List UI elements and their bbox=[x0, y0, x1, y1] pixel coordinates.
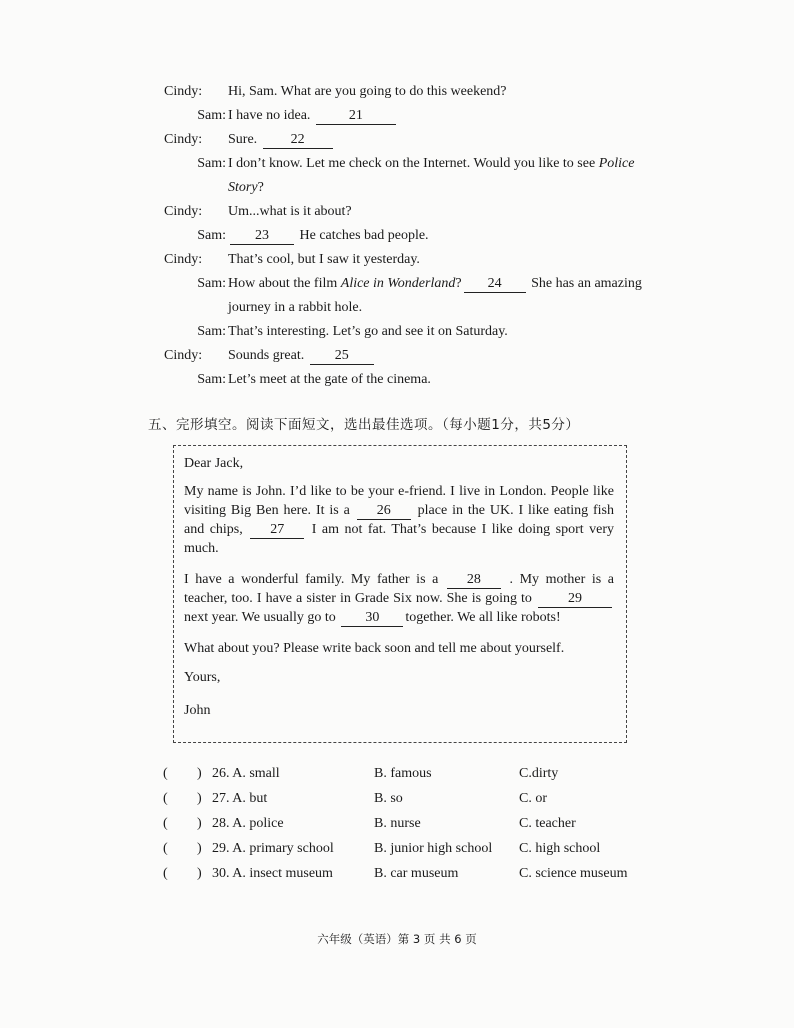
letter-text: place in the UK. I like eating fish and chips, bbox=[184, 503, 615, 537]
utterance bbox=[228, 128, 664, 152]
film-title: Alice in Wonderland bbox=[340, 276, 456, 291]
blank-26[interactable]: 26 bbox=[357, 503, 411, 520]
letter-signature: John bbox=[184, 703, 211, 718]
blank-27[interactable]: 27 bbox=[250, 522, 304, 539]
options-list bbox=[163, 765, 633, 890]
option-b: B. famous bbox=[374, 766, 432, 781]
option-row bbox=[163, 840, 633, 865]
dialogue-line bbox=[164, 248, 664, 272]
option-a-text: A. police bbox=[232, 816, 284, 831]
answer-paren-open[interactable]: ( bbox=[163, 841, 168, 856]
utterance-text: I don’t know. Let me check on the Internet. Would you like to see bbox=[228, 156, 599, 171]
option-a bbox=[212, 840, 374, 865]
letter-text: My name is John. I’d like to be your e-friend. I live in London. People like visiting Big Ben here. It is a bbox=[184, 484, 614, 518]
speaker: Sam: bbox=[197, 228, 226, 243]
section-title: 五、完形填空。阅读下面短文，选出最佳选项。（每小题1分，共5分） bbox=[148, 417, 580, 433]
speaker: Cindy: bbox=[164, 84, 203, 99]
utterance-text: Sure. bbox=[228, 132, 261, 147]
dialogue-line bbox=[164, 368, 664, 392]
utterance bbox=[228, 104, 664, 128]
speaker: Sam: bbox=[197, 324, 226, 339]
dialogue-line bbox=[164, 344, 664, 368]
answer-paren-close: ) bbox=[197, 766, 202, 781]
film-title: Police Story bbox=[228, 156, 635, 195]
option-a bbox=[212, 765, 374, 790]
letter-text: I am not fat. That’s because I like doing sport very much. bbox=[184, 522, 615, 556]
utterance-text: I have no idea. bbox=[228, 108, 314, 123]
utterance bbox=[228, 152, 664, 200]
option-a-text: A. but bbox=[232, 791, 268, 806]
option-a-text: A. insect museum bbox=[232, 866, 333, 881]
blank-24[interactable]: 24 bbox=[464, 276, 526, 293]
option-b: B. car museum bbox=[374, 866, 459, 881]
speaker: Sam: bbox=[197, 276, 226, 291]
answer-paren-close: ) bbox=[197, 841, 202, 856]
speaker: Sam: bbox=[197, 156, 226, 171]
letter-paragraph bbox=[184, 570, 614, 627]
utterance bbox=[228, 272, 664, 320]
answer-paren-close: ) bbox=[197, 816, 202, 831]
option-row bbox=[163, 815, 633, 840]
utterance: That’s interesting. Let’s go and see it on Saturday. bbox=[228, 324, 508, 339]
answer-paren-open[interactable]: ( bbox=[163, 791, 168, 806]
option-c: C. science museum bbox=[519, 866, 628, 881]
blank-25[interactable]: 25 bbox=[310, 348, 374, 365]
answer-paren-open[interactable]: ( bbox=[163, 816, 168, 831]
utterance-text: How about the film bbox=[228, 276, 341, 291]
dialogue-line bbox=[164, 272, 664, 320]
letter-text: I have a wonderful family. My father is a bbox=[184, 572, 445, 587]
utterance: Let’s meet at the gate of the cinema. bbox=[228, 372, 431, 387]
question-number: 27. bbox=[212, 791, 230, 806]
answer-paren-close: ) bbox=[197, 791, 202, 806]
speaker: Cindy: bbox=[164, 252, 203, 267]
letter-text: next year. We usually go to bbox=[184, 610, 340, 625]
dialogue-line bbox=[164, 152, 664, 200]
utterance: Hi, Sam. What are you going to do this weekend? bbox=[228, 84, 507, 99]
speaker: Sam: bbox=[197, 108, 226, 123]
utterance bbox=[228, 224, 664, 248]
dialogue-line bbox=[164, 320, 664, 344]
answer-paren-open[interactable]: ( bbox=[163, 866, 168, 881]
letter-closing: Yours, bbox=[184, 670, 221, 685]
blank-21[interactable]: 21 bbox=[316, 108, 396, 125]
answer-paren-open[interactable]: ( bbox=[163, 766, 168, 781]
utterance-text: He catches bad people. bbox=[296, 228, 429, 243]
speaker: Cindy: bbox=[164, 348, 203, 363]
option-row bbox=[163, 865, 633, 890]
utterance: That’s cool, but I saw it yesterday. bbox=[228, 252, 420, 267]
dialogue-line bbox=[164, 80, 664, 104]
option-c: C.dirty bbox=[519, 766, 559, 781]
speaker: Cindy: bbox=[164, 204, 203, 219]
blank-28[interactable]: 28 bbox=[447, 572, 501, 589]
letter-greeting: Dear Jack, bbox=[184, 456, 244, 471]
letter-paragraph bbox=[184, 482, 614, 558]
option-row bbox=[163, 765, 633, 790]
letter-text: together. We all like robots! bbox=[405, 610, 561, 625]
blank-22[interactable]: 22 bbox=[263, 132, 333, 149]
question-number: 28. bbox=[212, 816, 230, 831]
question-number: 30. bbox=[212, 866, 230, 881]
option-b: B. junior high school bbox=[374, 841, 493, 856]
blank-30[interactable]: 30 bbox=[341, 610, 403, 627]
option-c: C. high school bbox=[519, 841, 601, 856]
question-number: 29. bbox=[212, 841, 230, 856]
option-a bbox=[212, 865, 374, 890]
blank-23[interactable]: 23 bbox=[230, 228, 294, 245]
option-c: C. or bbox=[519, 791, 547, 806]
utterance-text: ? bbox=[455, 276, 462, 291]
dialogue-line bbox=[164, 104, 664, 128]
dialogue-line bbox=[164, 224, 664, 248]
utterance: Um...what is it about? bbox=[228, 204, 352, 219]
dialogue-line bbox=[164, 200, 664, 224]
option-a-text: A. small bbox=[232, 766, 280, 781]
speaker: Sam: bbox=[197, 372, 226, 387]
utterance bbox=[228, 344, 664, 368]
dialogue-line bbox=[164, 128, 664, 152]
letter-text: . My mother is a teacher, too. I have a sister in Grade Six now. She is going to bbox=[184, 572, 614, 606]
question-number: 26. bbox=[212, 766, 230, 781]
option-b: B. so bbox=[374, 791, 403, 806]
speaker: Cindy: bbox=[164, 132, 203, 147]
utterance-text: She has an amazing journey in a rabbit hole. bbox=[228, 276, 642, 315]
option-row bbox=[163, 790, 633, 815]
answer-paren-close: ) bbox=[197, 866, 202, 881]
option-a bbox=[212, 790, 374, 815]
utterance-text: ? bbox=[257, 180, 264, 195]
blank-29[interactable]: 29 bbox=[538, 591, 612, 608]
utterance-text: Sounds great. bbox=[228, 348, 308, 363]
option-a-text: A. primary school bbox=[232, 841, 334, 856]
option-a bbox=[212, 815, 374, 840]
option-b: B. nurse bbox=[374, 816, 421, 831]
page-footer: 六年级（英语）第 3 页 共 6 页 bbox=[317, 932, 477, 946]
option-c: C. teacher bbox=[519, 816, 576, 831]
letter-box bbox=[173, 445, 627, 743]
dialogue bbox=[164, 80, 664, 392]
letter-paragraph: What about you? Please write back soon and tell me about yourself. bbox=[184, 641, 565, 656]
